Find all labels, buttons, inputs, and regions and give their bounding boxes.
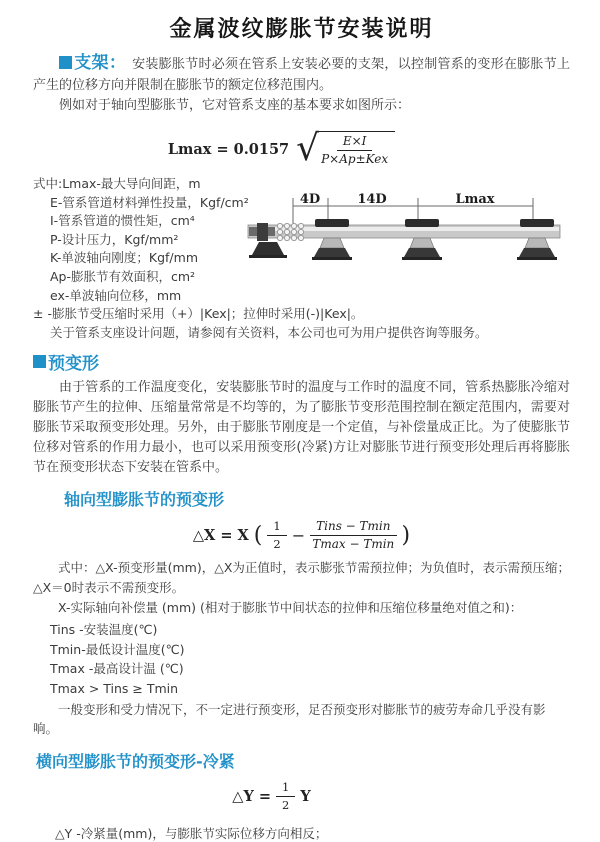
- dimension-labels: [300, 192, 495, 207]
- variable-note-line: 关于管系支座设计问题，请参阅有关资料，本公司也可为用户提供咨询等服务。: [50, 324, 488, 340]
- support-paragraph-text: 安装膨胀节时必须在管系上安装必要的支架，以控制管系的变形在膨胀节上产生的位移方向并限制在膨胀节的额定位移范围内。: [33, 57, 570, 93]
- variable-line: P-设计压力，Kgf/mm²: [50, 231, 179, 247]
- left-paren: (: [253, 522, 263, 548]
- page-title: 金属波纹膨胀节安装说明: [169, 17, 434, 42]
- lateral-subheading: 横向型膨胀节的预变形-冷紧: [36, 752, 235, 772]
- formula-lhs: Lmax = 0.0157: [167, 140, 290, 158]
- half-numerator: 1: [276, 780, 295, 796]
- guide-spacing-formula: [33, 128, 530, 170]
- half-denominator: 2: [282, 797, 290, 812]
- formula-lhs: △Y =: [232, 787, 271, 805]
- dim-label-lmax: Lmax: [455, 192, 495, 207]
- half-numerator: 1: [267, 519, 286, 535]
- radicand: [316, 131, 395, 167]
- formula-rhs: Y: [300, 787, 311, 805]
- pipe-support: [312, 219, 352, 260]
- support-section-heading: [59, 53, 126, 73]
- support-example-line: 例如对于轴向型膨胀节，它对管系支座的基本要求如图所示：: [59, 98, 411, 113]
- variable-line: Ap-膨胀节有效面积，cm²: [50, 268, 196, 284]
- fraction-denominator: P×Ap±Kex: [321, 152, 389, 166]
- support-spacing-diagram: [244, 192, 600, 276]
- half-denominator: 2: [273, 536, 281, 551]
- radical-symbol: √: [296, 128, 320, 169]
- blue-square-marker-icon: [59, 56, 72, 69]
- lateral-explanation-line: △Y -冷紧量(mm)，与膨胀节实际位移方向相反；: [55, 826, 328, 842]
- axial-predeform-formula: [33, 517, 570, 553]
- minus-operator: −: [291, 525, 306, 545]
- axial-explanation-line: 式中：△X-预变形量(mm)，△X为正值时，表示膨张节需预拉伸；为负值时，表示需预压缩；△X＝0时表示不需预变形。: [33, 560, 570, 596]
- variable-line: K-单波轴向刚度；Kgf/mm: [50, 250, 198, 266]
- predeform-paragraph: 由于管系的工作温度变化，安装膨胀节时的温度与工作时的温度不同，管系热膨胀冷缩对膨胀节产生的拉伸、压缩量常常是不均等的，为了膨胀节变形范围控制在额定范围内，需要对膨胀节采取预变形处理。另外，由于膨胀节刚度是一个定值，与补偿量成正比。为了使膨胀节位移对管系的作用力最小，也可以采用预变形(冷紧)方让对膨胀节进行预变形处理后再将膨胀节在预变形状态下安装在管系中。: [33, 380, 570, 476]
- square-root: [296, 128, 395, 169]
- temp-line: Tins -安装温度(℃): [50, 622, 158, 638]
- right-paren: ): [401, 522, 411, 548]
- fraction-numerator: E×I: [337, 134, 373, 151]
- formula-lhs: △X = X: [192, 526, 249, 544]
- temperature-definitions: [33, 620, 570, 698]
- predeform-heading-label: 预变形: [48, 354, 99, 375]
- blue-square-marker-icon: [33, 355, 46, 368]
- variable-line: ± -膨胀节受压缩时采用（+）|Kex|；拉伸时采用(-)|Kex|。: [33, 306, 364, 322]
- dim-label-4d: 4D: [299, 192, 321, 207]
- temp-line: Tmin-最低设计温度(℃): [50, 641, 185, 657]
- variable-line: I-管系管道的惯性矩，cm⁴: [50, 213, 195, 229]
- temp-fraction-denominator: Tmax − Tmin: [312, 536, 395, 551]
- axial-subheading: 轴向型膨胀节的预变形: [64, 490, 225, 510]
- pipe-support: [402, 219, 442, 260]
- temp-line: Tmax > Tins ≥ Tmin: [50, 680, 179, 696]
- variable-line: ex-单波轴向位移，mm: [50, 287, 182, 303]
- support-paragraph: [33, 53, 570, 96]
- lateral-coldpull-formula: [3, 780, 540, 812]
- support-heading-label: 支架：: [74, 53, 127, 73]
- axial-note-line: 一般变形和受力情况下，不一定进行预变形，足否预变形对膨胀节的疲劳寿命几乎没有影响。: [33, 702, 546, 737]
- axial-explanation-line: X-实际轴向补偿量 (mm) (相对于膨胀节中间状态的拉伸和压缩位移量绝对值之和)：: [58, 600, 523, 616]
- predeform-section-heading: [33, 349, 570, 374]
- temp-line: Tmax -最高设计温 (℃): [50, 661, 184, 677]
- dim-label-14d: 14D: [357, 192, 387, 207]
- temp-fraction-numerator: Tins − Tmin: [310, 519, 396, 536]
- variable-line: 式中:Lmax-最大导向间距，m: [33, 176, 201, 191]
- variable-line: E-管系管道材料弹性投量，Kgf/cm²: [50, 194, 249, 210]
- pipe-support: [517, 219, 557, 260]
